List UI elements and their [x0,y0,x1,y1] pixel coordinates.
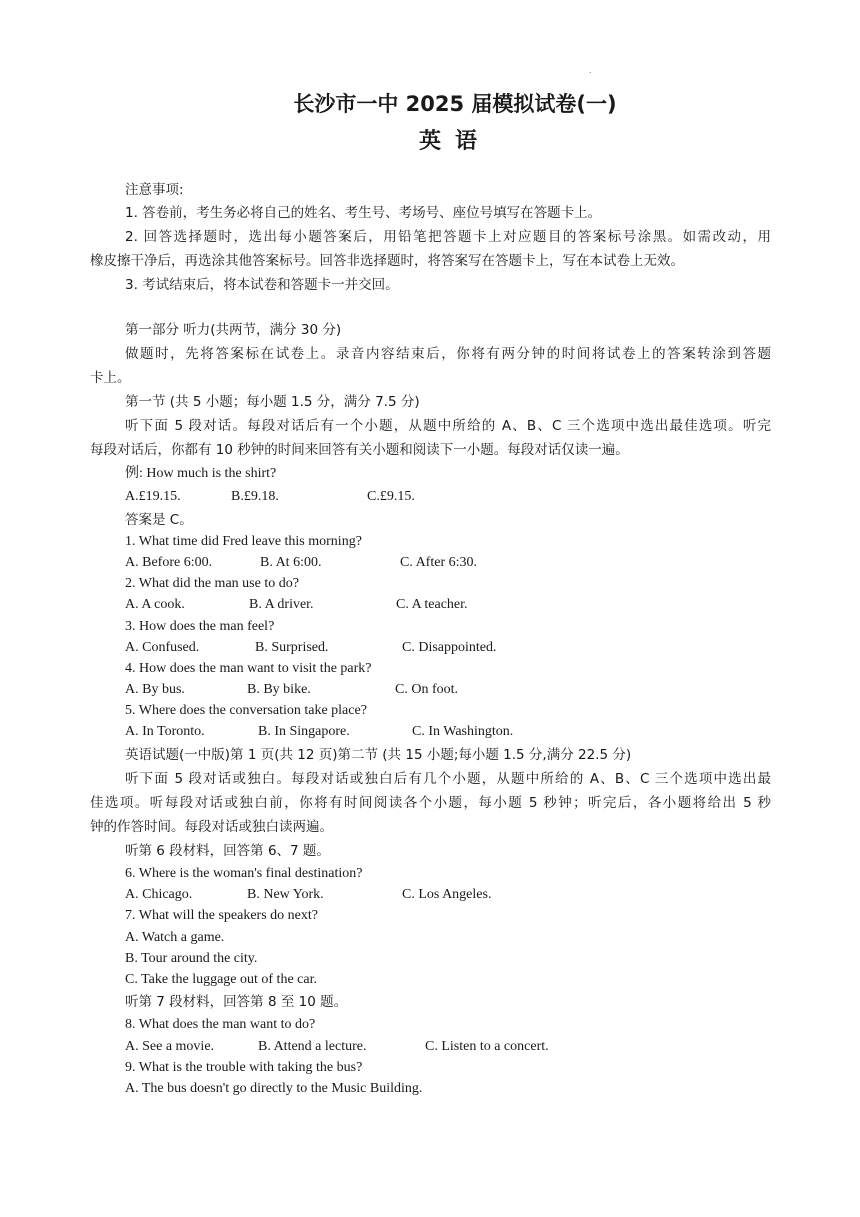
page-dot: . [589,66,592,75]
q3-option-b: B. Surprised. [255,640,329,655]
question-5: 5. Where does the conversation take place? [125,703,367,718]
q7-option-a: A. Watch a game. [125,930,225,945]
q2-option-a: A. A cook. [125,597,185,612]
question-6: 6. Where is the woman's final destination? [125,866,363,881]
question-8: 8. What does the man want to do? [125,1017,316,1032]
question-9: 9. What is the trouble with taking the bus? [125,1060,363,1075]
section1-intro: 听下面 5 段对话。每段对话后有一个小题，从题中所给的 A、B、C 三个选项中选出最佳选项。听完 [125,418,771,434]
part1-heading: 第一部分 听力(共两节，满分 30 分) [125,322,342,338]
q3-option-c: C. Disappointed. [402,640,497,655]
q7-option-c: C. Take the luggage out of the car. [125,972,317,987]
section1-intro-cont: 每段对话后，你都有 10 秒钟的时间来回答有关小题和阅读下一小题。每段对话仅读一遍。 [90,442,629,458]
q5-option-b: B. In Singapore. [258,724,350,739]
q1-option-b: B. At 6:00. [260,555,322,570]
section2-heading: 英语试题(一中版)第 1 页(共 12 页)第二节 (共 15 小题;每小题 1.5 分,满分 22.5 分) [125,747,632,763]
notice-item-1: 1. 答卷前，考生务必将自己的姓名、考生号、考场号、座位号填写在答题卡上。 [125,205,602,221]
material-6-heading: 听第 6 段材料，回答第 6、7 题。 [125,843,330,859]
section2-intro-cont-1: 佳选项。听每段对话或独白前，你将有时间阅读各个小题，每小题 5 秒钟；听完后，各小题将给出 5 秒 [90,795,771,811]
question-4: 4. How does the man want to visit the park? [125,661,372,676]
part1-intro-cont: 卡上。 [90,370,131,386]
example-option-a: A.£19.15. [125,489,181,504]
notice-heading: 注意事项: [125,182,184,198]
q4-option-b: B. By bike. [247,682,311,697]
q6-option-c: C. Los Angeles. [402,887,492,902]
subject-title: 英语 [418,129,491,154]
question-7: 7. What will the speakers do next? [125,908,318,923]
q2-option-b: B. A driver. [249,597,314,612]
example-answer: 答案是 C。 [125,512,193,528]
notice-item-2: 2. 回答选择题时，选出每小题答案后，用铅笔把答题卡上对应题目的答案标号涂黑。如需改动，用 [125,229,771,245]
q3-option-a: A. Confused. [125,640,200,655]
example-question: 例: How much is the shirt? [125,466,277,481]
q1-option-c: C. After 6:30. [400,555,477,570]
exam-title: 长沙市一中 2025 届模拟试卷(一) [293,92,617,116]
part1-intro: 做题时，先将答案标在试卷上。录音内容结束后，你将有两分钟的时间将试卷上的答案转涂到答题 [125,346,771,362]
q2-option-c: C. A teacher. [396,597,468,612]
example-option-b: B.£9.18. [231,489,279,504]
q4-option-a: A. By bus. [125,682,185,697]
q6-option-a: A. Chicago. [125,887,193,902]
question-1: 1. What time did Fred leave this morning? [125,534,362,549]
section1-heading: 第一节 (共 5 小题；每小题 1.5 分，满分 7.5 分) [125,394,420,410]
q8-option-b: B. Attend a lecture. [258,1039,367,1054]
q5-option-a: A. In Toronto. [125,724,205,739]
notice-item-3: 3. 考试结束后，将本试卷和答题卡一并交回。 [125,277,399,293]
q1-option-a: A. Before 6:00. [125,555,213,570]
section2-intro-cont-2: 钟的作答时间。每段对话或独白读两遍。 [90,819,333,835]
section2-intro: 听下面 5 段对话或独白。每段对话或独白后有几个小题，从题中所给的 A、B、C 三个选项中选出最 [125,771,771,787]
q5-option-c: C. In Washington. [412,724,514,739]
example-option-c: C.£9.15. [367,489,415,504]
q8-option-c: C. Listen to a concert. [425,1039,549,1054]
q7-option-b: B. Tour around the city. [125,951,258,966]
q8-option-a: A. See a movie. [125,1039,215,1054]
q6-option-b: B. New York. [247,887,324,902]
question-3: 3. How does the man feel? [125,619,275,634]
q4-option-c: C. On foot. [395,682,458,697]
question-2: 2. What did the man use to do? [125,576,299,591]
q9-option-a: A. The bus doesn't go directly to the Music Building. [125,1081,423,1096]
notice-item-2-cont: 橡皮擦干净后，再选涂其他答案标号。回答非选择题时，将答案写在答题卡上，写在本试卷上无效。 [90,253,684,269]
material-7-heading: 听第 7 段材料，回答第 8 至 10 题。 [125,994,348,1010]
